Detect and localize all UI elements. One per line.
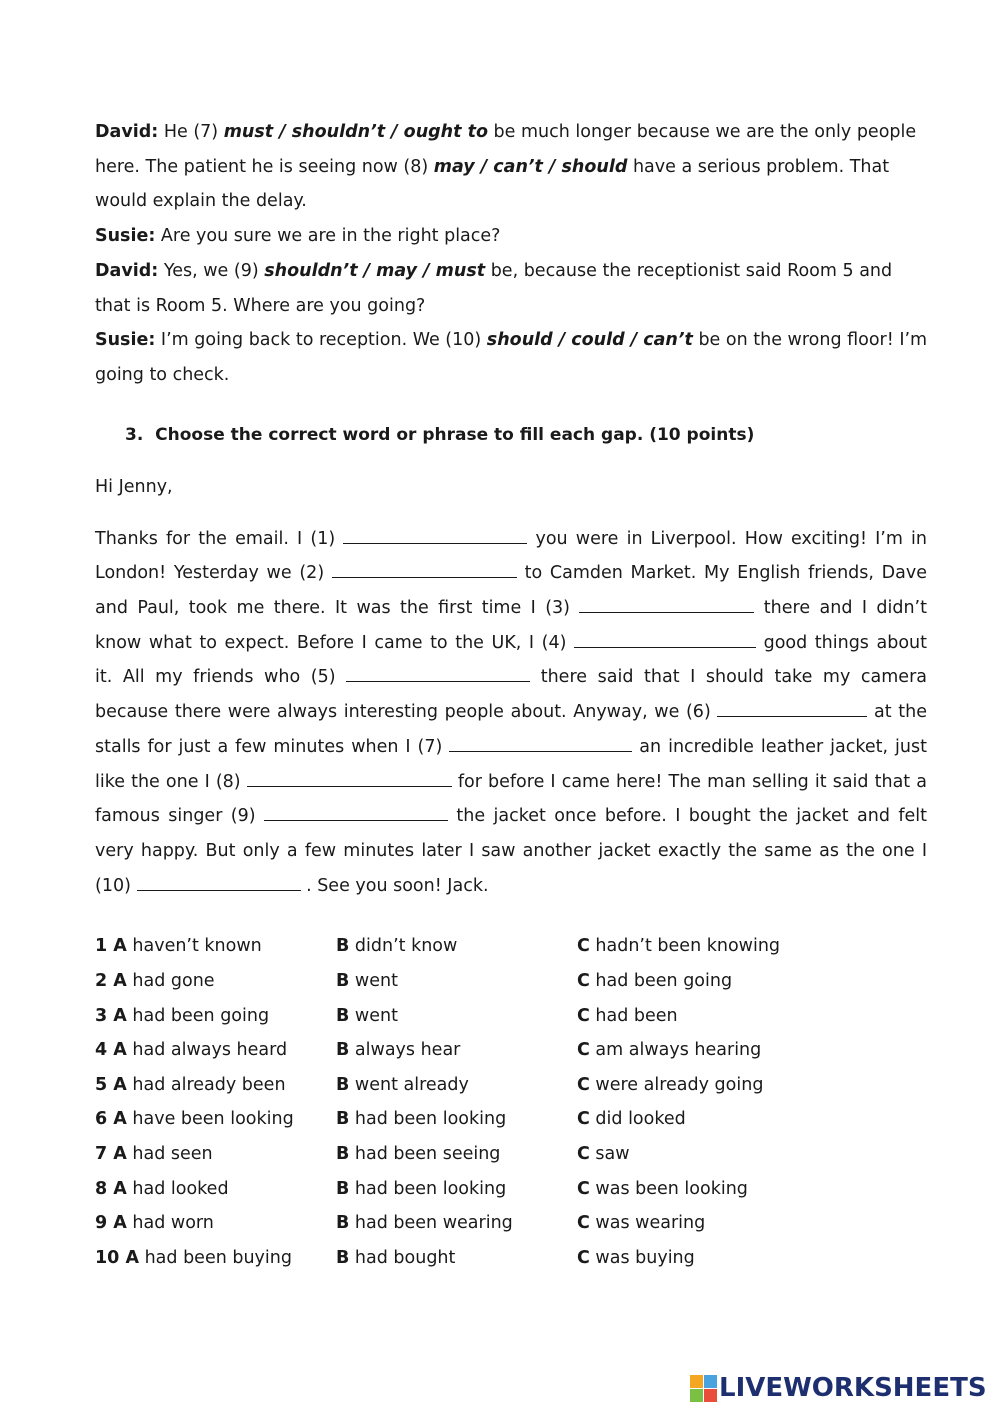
option-letter xyxy=(577,1075,590,1095)
option-a[interactable] xyxy=(95,1102,294,1137)
option-letter xyxy=(95,1075,127,1095)
option-text: haven’t known xyxy=(132,936,262,957)
letter-text: an incredible leather jacket, just xyxy=(632,736,927,757)
option-b[interactable] xyxy=(336,999,398,1034)
letter: C xyxy=(577,1074,590,1095)
option-text: went xyxy=(354,1005,398,1026)
letter-line xyxy=(95,869,927,904)
option-a[interactable] xyxy=(95,964,215,999)
item-number: 10 xyxy=(95,1247,120,1268)
option-b[interactable] xyxy=(336,929,457,964)
dialogue-text: have a serious problem. That xyxy=(627,156,890,177)
option-letter xyxy=(95,1213,127,1233)
letter-text: Thanks for the email. I (1) xyxy=(95,528,344,549)
option-b[interactable] xyxy=(336,1206,513,1241)
option-text: had always heard xyxy=(132,1040,288,1061)
dialogue-text: be much longer because we are the only people xyxy=(487,122,917,142)
option-c[interactable] xyxy=(577,1172,748,1207)
letter-line xyxy=(95,765,927,800)
option-c[interactable] xyxy=(577,1137,630,1172)
worksheet-page xyxy=(95,115,927,1275)
letter-line xyxy=(95,591,927,626)
letter: A xyxy=(113,1109,127,1130)
letter: C xyxy=(577,1005,590,1026)
letter-text: very happy. But only a few minutes later I saw another jacket exactly the same as the one I xyxy=(95,840,927,861)
choice-8[interactable]: may / can’t / should xyxy=(433,156,628,177)
option-letter xyxy=(577,1040,590,1060)
letter-line xyxy=(95,799,927,834)
dialogue-line xyxy=(95,358,927,393)
task-heading xyxy=(95,418,927,452)
dialogue-line xyxy=(95,254,927,289)
letter-text: stalls for just a few minutes when I (7) xyxy=(95,736,450,757)
option-letter xyxy=(336,1006,349,1026)
letter: C xyxy=(577,1213,590,1234)
option-row xyxy=(95,1068,927,1103)
option-row xyxy=(95,1102,927,1137)
item-number: 4 xyxy=(95,1040,108,1061)
gap-9[interactable] xyxy=(264,806,448,821)
letter: B xyxy=(336,1247,350,1268)
letter: B xyxy=(336,1213,350,1234)
dialogue-text: Yes, we (9) xyxy=(158,260,265,281)
option-letter xyxy=(577,1248,590,1268)
option-text: had been looking xyxy=(354,1178,507,1199)
letter: A xyxy=(113,1178,127,1199)
option-text: have been looking xyxy=(132,1109,294,1130)
letter-text: there said that I should take my camera xyxy=(530,667,927,688)
option-letter xyxy=(336,1248,349,1268)
gap-2[interactable] xyxy=(332,563,517,578)
option-a[interactable] xyxy=(95,999,269,1034)
item-number: 5 xyxy=(95,1074,108,1095)
logo-square xyxy=(690,1375,703,1388)
option-text: had been looking xyxy=(354,1109,507,1130)
gap-10[interactable] xyxy=(137,876,301,891)
dialogue-text: be on the wrong floor! I’m xyxy=(692,330,928,351)
logo-square xyxy=(690,1389,703,1402)
option-letter xyxy=(577,936,590,956)
option-b[interactable] xyxy=(336,964,398,999)
dialogue xyxy=(95,115,927,393)
dialogue-text: here. The patient he is seeing now (8) xyxy=(95,156,434,177)
letter: B xyxy=(336,936,350,957)
option-text: was buying xyxy=(595,1247,695,1268)
letter-line xyxy=(95,626,927,661)
option-a[interactable] xyxy=(95,929,262,964)
option-text: hadn’t been knowing xyxy=(595,936,781,957)
option-text: had been going xyxy=(595,970,733,991)
letter: C xyxy=(577,1143,590,1164)
option-a[interactable] xyxy=(95,1068,286,1103)
letter: B xyxy=(336,1074,350,1095)
option-text: had been buying xyxy=(144,1247,292,1268)
letter: C xyxy=(577,1247,590,1268)
dialogue-line xyxy=(95,219,927,254)
option-text: had been wearing xyxy=(354,1213,513,1234)
letter-text: like the one I (8) xyxy=(95,771,247,792)
letter: C xyxy=(577,970,590,991)
task-title: Choose the correct word or phrase to fill each gap. (10 points) xyxy=(155,424,755,445)
liveworksheets-logo xyxy=(690,1373,987,1403)
option-c[interactable] xyxy=(577,1068,763,1103)
option-letter xyxy=(577,1213,590,1233)
logo-square xyxy=(704,1389,717,1402)
option-b[interactable] xyxy=(336,1102,506,1137)
letter-text: good things about xyxy=(756,632,927,653)
option-text: had been seeing xyxy=(354,1143,501,1164)
option-letter xyxy=(336,1040,349,1060)
gap-3[interactable] xyxy=(579,598,754,613)
gap-6[interactable] xyxy=(717,702,867,717)
option-text: went already xyxy=(354,1074,469,1095)
speaker-label: Susie: xyxy=(95,226,156,247)
option-row xyxy=(95,1137,927,1172)
option-letter xyxy=(95,936,127,956)
option-letter xyxy=(95,1144,127,1164)
item-number: 6 xyxy=(95,1109,108,1130)
option-text: had looked xyxy=(132,1178,229,1199)
option-row xyxy=(95,1033,927,1068)
letter: A xyxy=(113,1074,127,1095)
letter: A xyxy=(113,1213,127,1234)
dialogue-line xyxy=(95,150,927,185)
option-c[interactable] xyxy=(577,999,678,1034)
letter: A xyxy=(113,970,127,991)
task-number: 3. xyxy=(125,424,144,445)
option-text: didn’t know xyxy=(354,936,458,957)
letter: C xyxy=(577,1109,590,1130)
option-text: had been going xyxy=(132,1005,270,1026)
letter-text: because there were always interesting people about. Anyway, we (6) xyxy=(95,702,718,723)
letter: A xyxy=(113,1040,127,1061)
letter-text: famous singer (9) xyxy=(95,806,265,827)
item-number: 8 xyxy=(95,1178,108,1199)
option-row xyxy=(95,999,927,1034)
letter: A xyxy=(113,1143,127,1164)
gap-5[interactable] xyxy=(346,667,530,682)
item-number: 3 xyxy=(95,1005,108,1026)
option-text: always hear xyxy=(354,1040,461,1061)
option-text: saw xyxy=(595,1143,630,1164)
option-a[interactable] xyxy=(95,1172,229,1207)
option-row xyxy=(95,1206,927,1241)
logo-mark-icon xyxy=(690,1375,716,1401)
option-a[interactable] xyxy=(95,1137,213,1172)
speaker-label: Susie: xyxy=(95,330,156,351)
letter: B xyxy=(336,1143,350,1164)
option-c[interactable] xyxy=(577,1206,705,1241)
letter: A xyxy=(125,1247,139,1268)
letter: B xyxy=(336,970,350,991)
option-row xyxy=(95,929,927,964)
gap-7[interactable] xyxy=(449,737,632,752)
gap-8[interactable] xyxy=(247,772,452,787)
option-letter xyxy=(95,1109,127,1129)
dialogue-line xyxy=(95,323,927,358)
letter-text: the jacket once before. I bought the jacket and felt xyxy=(448,806,928,827)
option-a[interactable] xyxy=(95,1033,287,1068)
option-b[interactable] xyxy=(336,1137,500,1172)
option-letter xyxy=(95,1040,127,1060)
option-letter xyxy=(95,1248,139,1268)
letter-text: London! Yesterday we (2) xyxy=(95,563,332,584)
dialogue-line xyxy=(95,289,927,324)
option-text: had already been xyxy=(132,1074,286,1095)
option-text: was been looking xyxy=(595,1178,748,1199)
letter-line xyxy=(95,730,927,765)
option-c[interactable] xyxy=(577,1102,686,1137)
letter-text: to Camden Market. My English friends, Dave xyxy=(516,563,927,584)
option-a[interactable] xyxy=(95,1206,214,1241)
option-letter xyxy=(577,1006,590,1026)
letter: C xyxy=(577,1040,590,1061)
item-number: 1 xyxy=(95,936,108,957)
option-b[interactable] xyxy=(336,1172,506,1207)
option-letter xyxy=(336,1144,349,1164)
letter-line xyxy=(95,695,927,730)
option-text: had worn xyxy=(132,1213,214,1234)
letter-text: (10) xyxy=(95,875,137,896)
letter-text: there and I didn’t xyxy=(754,598,927,619)
option-text: did looked xyxy=(595,1109,686,1130)
option-b[interactable] xyxy=(336,1033,460,1068)
option-c[interactable] xyxy=(577,1241,695,1276)
option-letter xyxy=(336,1213,349,1233)
letter-body xyxy=(95,522,927,904)
option-letter xyxy=(336,1075,349,1095)
option-letter xyxy=(95,1006,127,1026)
option-letter xyxy=(336,1179,349,1199)
option-letter xyxy=(577,971,590,991)
gap-4[interactable] xyxy=(574,633,756,648)
choice-10[interactable]: should / could / can’t xyxy=(486,330,693,351)
option-letter xyxy=(577,1109,590,1129)
logo-square xyxy=(704,1375,717,1388)
letter-text: . See you soon! Jack. xyxy=(300,875,489,896)
letter: C xyxy=(577,1178,590,1199)
option-letter xyxy=(95,1179,127,1199)
option-letter xyxy=(95,971,127,991)
letter-text: it. All my friends who (5) xyxy=(95,667,347,688)
option-c[interactable] xyxy=(577,964,732,999)
choice-7[interactable]: must / shouldn’t / ought to xyxy=(223,122,488,142)
choice-9[interactable]: shouldn’t / may / must xyxy=(264,260,486,281)
option-b[interactable] xyxy=(336,1241,455,1276)
option-c[interactable] xyxy=(577,929,780,964)
speaker-label: David: xyxy=(95,260,159,281)
item-number: 9 xyxy=(95,1213,108,1234)
option-letter xyxy=(336,971,349,991)
letter-text: at the xyxy=(867,702,927,723)
option-text: had been xyxy=(595,1005,678,1026)
option-letter xyxy=(577,1179,590,1199)
speaker-label: David: xyxy=(95,122,159,142)
option-row xyxy=(95,1172,927,1207)
answer-options xyxy=(95,929,927,1275)
option-b[interactable] xyxy=(336,1068,469,1103)
option-row xyxy=(95,1241,927,1276)
option-text: went xyxy=(354,970,398,991)
item-number: 7 xyxy=(95,1143,108,1164)
letter: B xyxy=(336,1005,350,1026)
letter: B xyxy=(336,1040,350,1061)
letter-line xyxy=(95,834,927,869)
dialogue-text: would explain the delay. xyxy=(95,191,307,212)
letter-line xyxy=(95,660,927,695)
option-c[interactable] xyxy=(577,1033,761,1068)
dialogue-line xyxy=(95,115,927,150)
letter-line xyxy=(95,556,927,591)
option-letter xyxy=(336,936,349,956)
dialogue-text: going to check. xyxy=(95,364,230,385)
letter: B xyxy=(336,1178,350,1199)
letter-greeting: Hi Jenny, xyxy=(95,476,173,497)
letter: C xyxy=(577,936,590,957)
dialogue-text: that is Room 5. Where are you going? xyxy=(95,295,426,316)
letter-text: for before I came here! The man selling it said that a xyxy=(451,771,927,792)
option-letter xyxy=(336,1109,349,1129)
option-row xyxy=(95,964,927,999)
option-a[interactable] xyxy=(95,1241,292,1276)
option-letter xyxy=(577,1144,590,1164)
letter: A xyxy=(113,936,127,957)
dialogue-text: I’m going back to reception. We (10) xyxy=(155,330,487,351)
dialogue-text: Are you sure we are in the right place? xyxy=(155,226,501,247)
gap-1[interactable] xyxy=(343,529,527,544)
option-text: had seen xyxy=(132,1143,213,1164)
dialogue-text: be, because the receptionist said Room 5 and xyxy=(485,260,893,281)
letter: B xyxy=(336,1109,350,1130)
logo-text: LIVEWORKSHEETS xyxy=(719,1373,987,1403)
item-number: 2 xyxy=(95,970,108,991)
option-text: had bought xyxy=(354,1247,456,1268)
option-text: was wearing xyxy=(595,1213,706,1234)
dialogue-line xyxy=(95,184,927,219)
letter-line xyxy=(95,522,927,557)
option-text: were already going xyxy=(595,1074,764,1095)
dialogue-text: He (7) xyxy=(158,122,224,142)
option-text: had gone xyxy=(132,970,215,991)
letter-text: know what to expect. Before I came to the UK, I (4) xyxy=(95,632,575,653)
letter-text: and Paul, took me there. It was the first time I (3) xyxy=(95,598,580,619)
letter-text: you were in Liverpool. How exciting! I’m in xyxy=(527,528,927,549)
letter: A xyxy=(113,1005,127,1026)
option-text: am always hearing xyxy=(595,1040,762,1061)
